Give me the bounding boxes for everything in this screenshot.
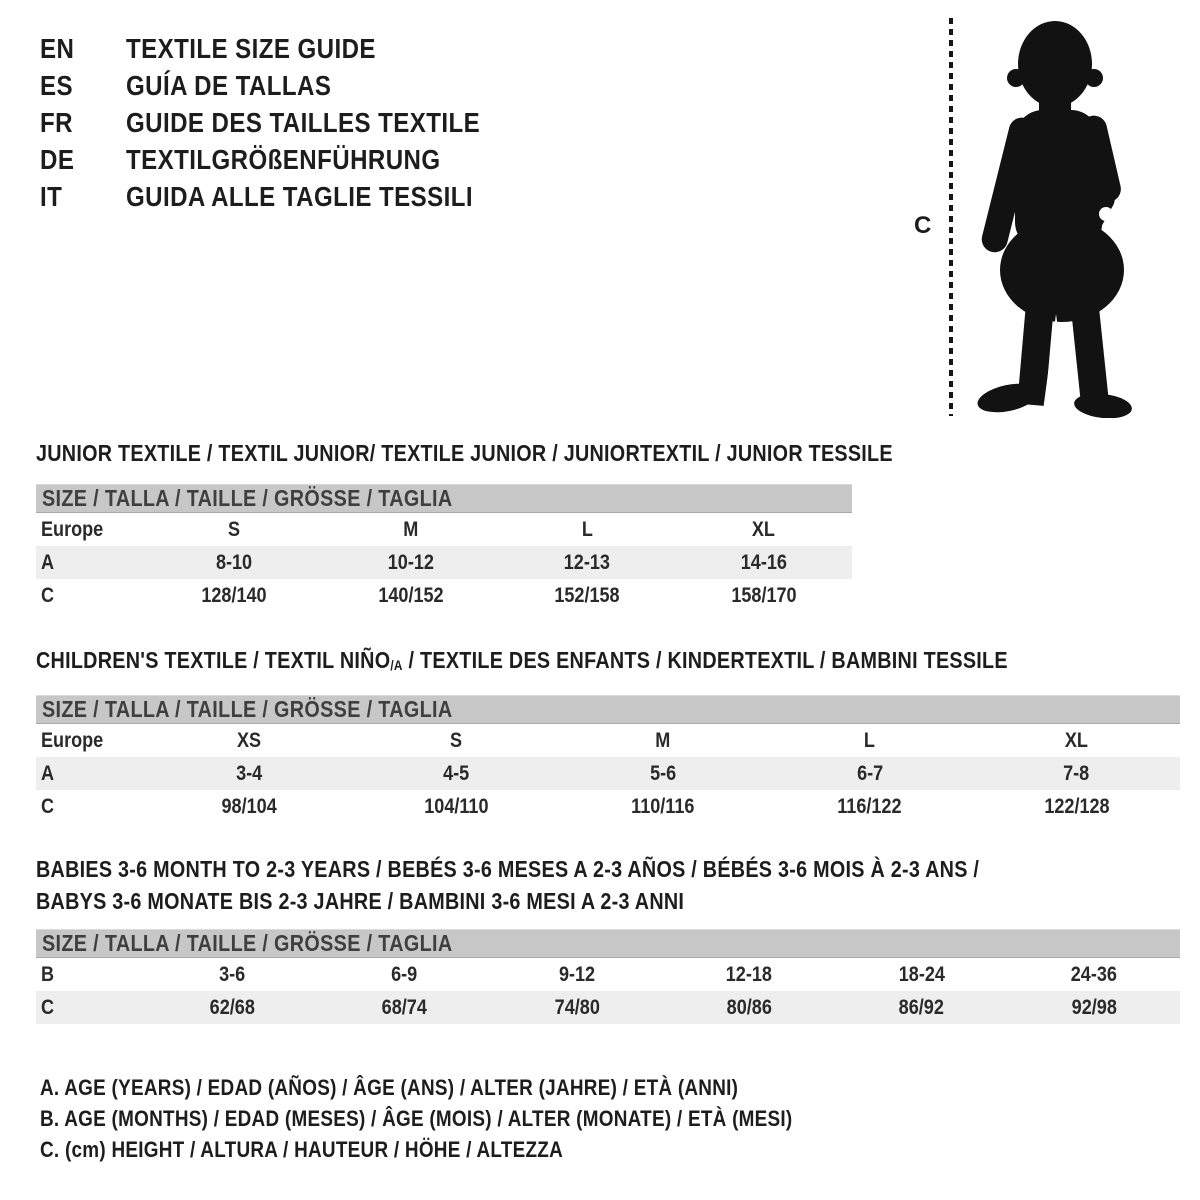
- table-cell: 86/92: [898, 995, 945, 1019]
- height-measure-label: C: [914, 212, 932, 239]
- table-row: [36, 579, 852, 612]
- table-cell: 12-18: [726, 962, 773, 986]
- size-column-header: S: [228, 517, 241, 541]
- table-row: [36, 757, 1180, 790]
- size-column-header: XS: [237, 728, 262, 752]
- table-cell: 98/104: [221, 794, 278, 818]
- language-code: ES: [40, 70, 73, 101]
- language-row: [40, 30, 538, 67]
- language-row: [40, 67, 538, 104]
- footnote-b: B. AGE (MONTHS) / EDAD (MESES) / ÂGE (MOIS) / ALTER (MONATE) / ETÀ (MESI): [40, 1106, 793, 1131]
- guide-title: GUIDE DES TAILLES TEXTILE: [126, 107, 481, 138]
- section-title: CHILDREN'S TEXTILE / TEXTIL $NIÑO_{/A}$ / TEXTILE DES ENFANTS / KINDERTEXTIL / BAMBINI TESSILE: [36, 647, 1008, 673]
- table-row: [36, 790, 1180, 823]
- table-cell: 10-12: [387, 550, 434, 574]
- table-cell: 68/74: [381, 995, 428, 1019]
- section-title: JUNIOR TEXTILE / TEXTIL JUNIOR/ TEXTILE JUNIOR / JUNIORTEXTIL / JUNIOR TESSILE: [36, 440, 893, 466]
- guide-title: GUIDA ALLE TAGLIE TESSILI: [126, 181, 474, 212]
- table-cell: 80/86: [726, 995, 772, 1019]
- language-title-list: [40, 30, 538, 215]
- size-column-header: L: [864, 728, 876, 752]
- guide-title: TEXTILE SIZE GUIDE: [126, 33, 377, 64]
- table-row: [36, 513, 852, 546]
- size-column-header: XL: [752, 517, 776, 541]
- language-row: [40, 104, 538, 141]
- table-cell: 7-8: [1063, 761, 1090, 785]
- table-cell: 140/152: [378, 583, 444, 607]
- table-cell: 3-6: [219, 962, 246, 986]
- row-label: C: [41, 995, 55, 1019]
- size-column-header: L: [581, 517, 593, 541]
- language-code: IT: [40, 181, 63, 212]
- table-cell: 74/80: [554, 995, 600, 1019]
- size-header-bar: SIZE / TALLA / TAILLE / GRÖSSE / TAGLIA: [36, 695, 1180, 724]
- junior-textile-section: [36, 438, 893, 612]
- table-cell: 4-5: [443, 761, 470, 785]
- language-code: DE: [40, 144, 75, 175]
- table-cell: 9-12: [558, 962, 595, 986]
- table-row: [36, 958, 1180, 991]
- table-cell: 3-4: [236, 761, 263, 785]
- language-row: [40, 178, 538, 215]
- guide-title: GUÍA DE TALLAS: [126, 70, 332, 101]
- table-cell: 6-9: [391, 962, 418, 986]
- size-column-header: M: [403, 517, 419, 541]
- baby-silhouette-icon: [966, 18, 1140, 418]
- footnote-c: C. (cm) HEIGHT / ALTURA / HAUTEUR / HÖHE / ALTEZZA: [40, 1137, 564, 1162]
- table-cell: 122/128: [1043, 794, 1110, 818]
- children-textile-section: [36, 645, 1180, 823]
- language-row: [40, 141, 538, 178]
- table-cell: 24-36: [1070, 962, 1117, 986]
- table-cell: 5-6: [649, 761, 677, 785]
- table-row: [36, 991, 1180, 1024]
- table-row: [36, 546, 852, 579]
- row-label: A: [41, 761, 55, 785]
- row-label: C: [41, 794, 55, 818]
- height-dashed-line-icon: [949, 18, 953, 416]
- region-label: Europe: [41, 728, 104, 752]
- table-cell: 92/98: [1071, 995, 1117, 1019]
- table-cell: 8-10: [216, 550, 253, 574]
- row-label: A: [41, 550, 55, 574]
- table-cell: 14-16: [740, 550, 787, 574]
- region-label: Europe: [41, 517, 104, 541]
- row-label: C: [41, 583, 55, 607]
- size-header-bar: SIZE / TALLA / TAILLE / GRÖSSE / TAGLIA: [36, 929, 1180, 958]
- table-cell: 18-24: [898, 962, 945, 986]
- table-cell: 12-13: [564, 550, 611, 574]
- table-row: [36, 724, 1180, 757]
- table-cell: 152/158: [554, 583, 620, 607]
- table-cell: 62/68: [209, 995, 255, 1019]
- table-cell: 116/122: [837, 794, 902, 818]
- table-cell: 158/170: [731, 583, 797, 607]
- language-code: FR: [40, 107, 73, 138]
- table-cell: 104/110: [424, 794, 489, 818]
- size-column-header: XL: [1065, 728, 1089, 752]
- baby-height-figure: [900, 0, 1200, 440]
- row-label: B: [41, 962, 55, 986]
- footnote-a: A. AGE (YEARS) / EDAD (AÑOS) / ÂGE (ANS) / ALTER (JAHRE) / ETÀ (ANNI): [40, 1075, 739, 1100]
- size-header-bar: SIZE / TALLA / TAILLE / GRÖSSE / TAGLIA: [36, 484, 852, 513]
- size-column-header: S: [450, 728, 463, 752]
- section-title: BABIES 3-6 MONTH TO 2-3 YEARS / BEBÉS 3-6 MESES A 2-3 AÑOS / BÉBÉS 3-6 MOIS À 2-3 ANS / BABYS 3-6 MONATE BIS 2-3 JAHRE / BAMBINI 3-6 MESI A 2-3 ANNI: [36, 856, 980, 914]
- table-cell: 6-7: [856, 761, 883, 785]
- table-cell: 128/140: [201, 583, 267, 607]
- size-column-header: M: [655, 728, 671, 752]
- guide-title: TEXTILGRÖßENFÜHRUNG: [126, 144, 441, 175]
- table-cell: 110/116: [631, 794, 695, 818]
- language-code: EN: [40, 33, 75, 64]
- babies-textile-section: [36, 853, 1180, 1024]
- legend-footnotes: [40, 1072, 915, 1165]
